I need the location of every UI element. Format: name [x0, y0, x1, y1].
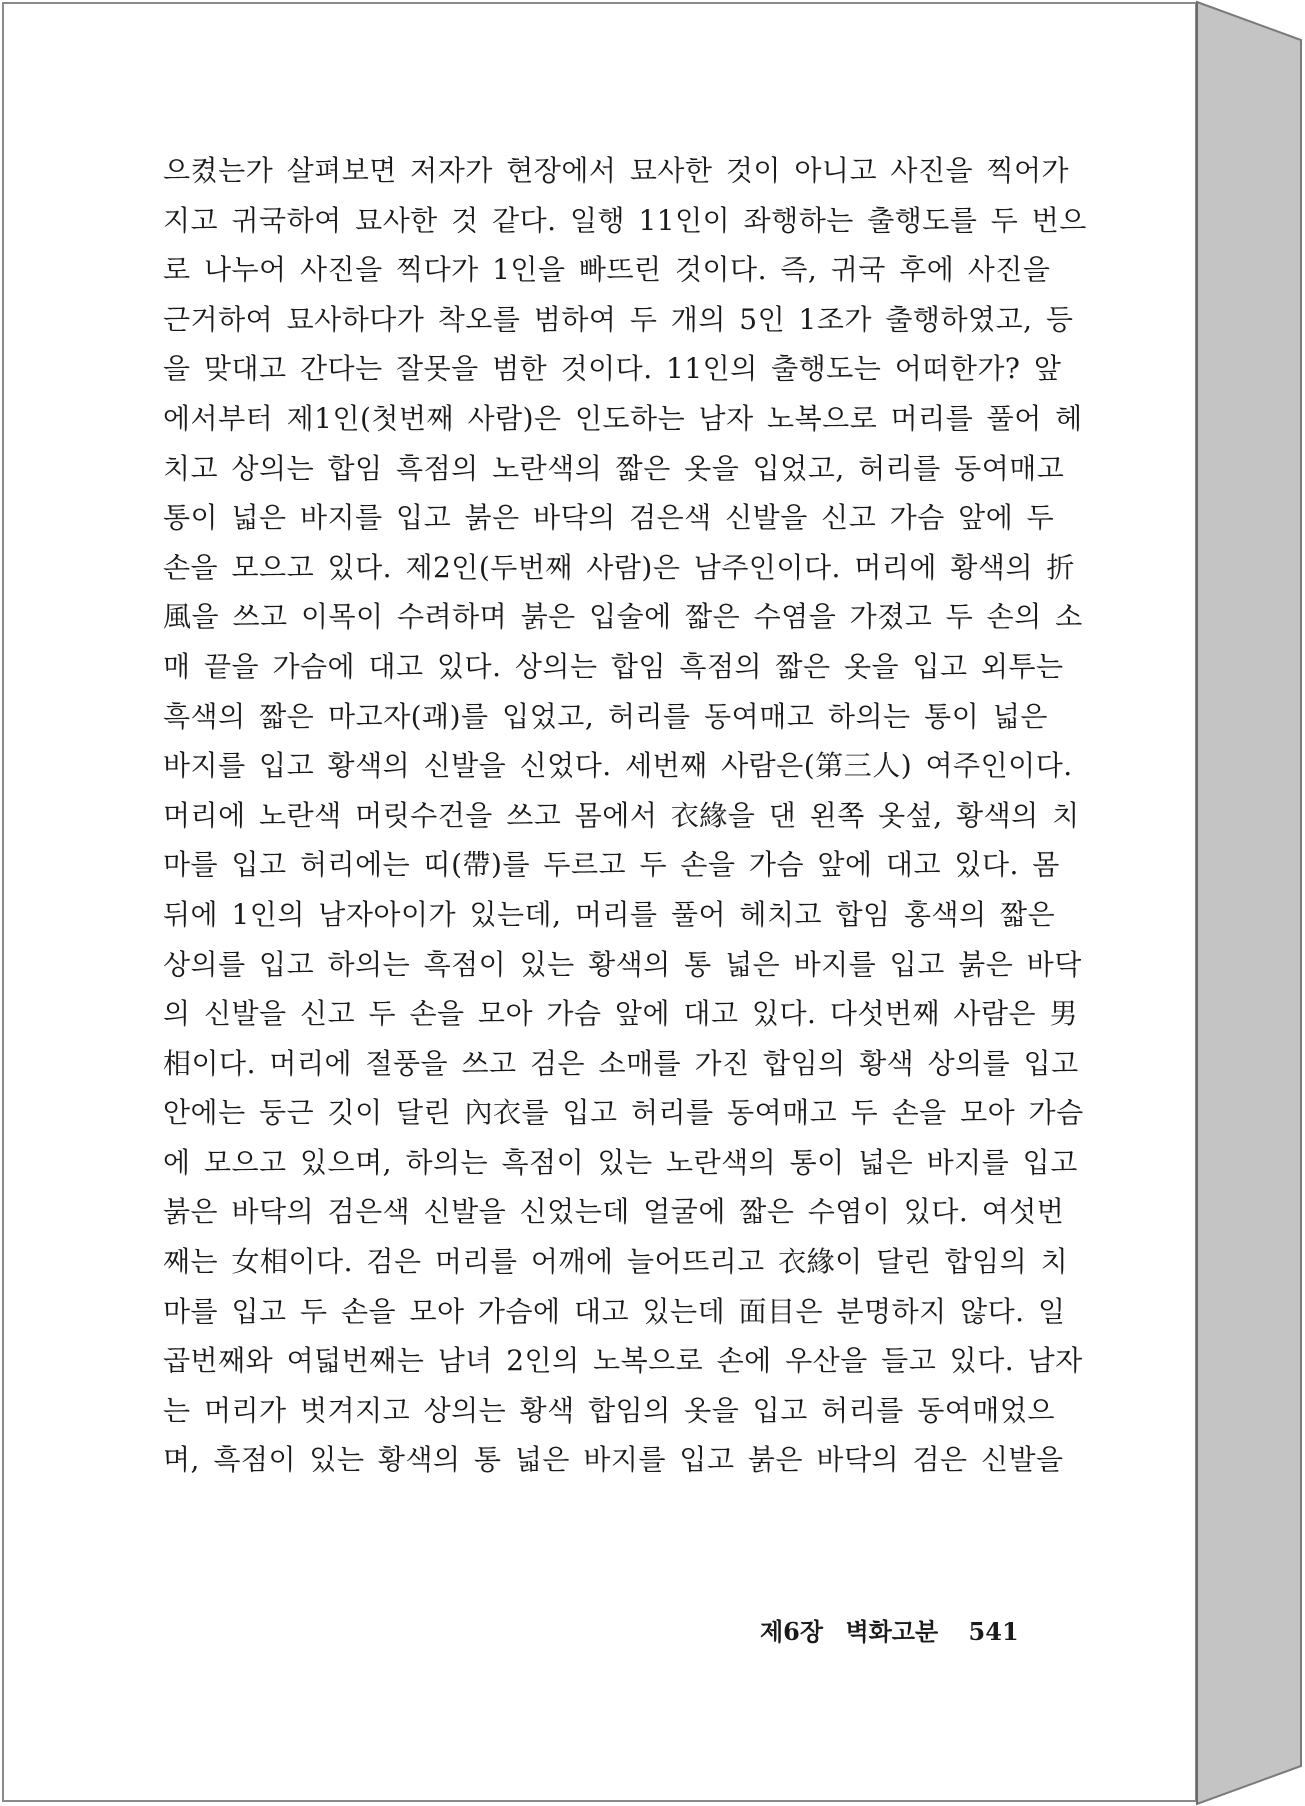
text-line: 에 모으고 있으며, 하의는 흑점이 있는 노란색의 통이 넓은 바지를 입고 [163, 1145, 1078, 1179]
chapter-label: 제6장 [760, 1617, 824, 1646]
text-line: 에서부터 제1인(첫번째 사람)은 인도하는 남자 노복으로 머리를 풀어 헤 [163, 401, 1083, 435]
text-line: 을 맞대고 간다는 잘못을 범한 것이다. 11인의 출행도는 어떠한가? 앞 [163, 352, 1062, 386]
text-line: 상의를 입고 하의는 흑점이 있는 황색의 통 넓은 바지를 입고 붉은 바닥 [163, 947, 1082, 981]
page-footer [760, 1612, 1030, 1648]
text-line: 相이다. 머리에 절풍을 쓰고 검은 소매를 가진 합임의 황색 상의를 입고 [163, 1046, 1079, 1080]
text-line: 지고 귀국하여 묘사한 것 같다. 일행 11인이 좌행하는 출행도를 두 번으 [163, 203, 1087, 237]
text-line: 는 머리가 벗겨지고 상의는 황색 합임의 옷을 입고 허리를 동여매었으 [163, 1393, 1055, 1427]
text-line: 근거하여 묘사하다가 착오를 범하여 두 개의 5인 1조가 출행하였고, 등 [163, 302, 1074, 336]
text-line: 로 나누어 사진을 찍다가 1인을 빠뜨린 것이다. 즉, 귀국 후에 사진을 [163, 253, 1051, 287]
text-line: 의 신발을 신고 두 손을 모아 가슴 앞에 대고 있다. 다섯번째 사람은 男 [163, 997, 1078, 1031]
text-line: 마를 입고 허리에는 띠(帶)를 두르고 두 손을 가슴 앞에 대고 있다. 몸 [163, 848, 1060, 882]
text-line: 통이 넓은 바지를 입고 붉은 바닥의 검은색 신발을 신고 가슴 앞에 두 [163, 501, 1055, 535]
text-line: 며, 흑점이 있는 황색의 통 넓은 바지를 입고 붉은 바닥의 검은 신발을 [163, 1443, 1064, 1477]
text-line: 바지를 입고 황색의 신발을 신었다. 세번째 사람은(第三人) 여주인이다. [163, 749, 1073, 783]
text-line: 손을 모으고 있다. 제2인(두번째 사람)은 남주인이다. 머리에 황색의 折 [163, 550, 1075, 584]
text-line: 風을 쓰고 이목이 수려하며 붉은 입술에 짧은 수염을 가졌고 두 손의 소 [163, 600, 1083, 634]
text-line: 마를 입고 두 손을 모아 가슴에 대고 있는데 面目은 분명하지 않다. 일 [163, 1294, 1066, 1328]
text-line: 머리에 노란색 머릿수건을 쓰고 몸에서 衣緣을 댄 왼쪽 옷섶, 황색의 치 [163, 798, 1080, 832]
text-line: 뒤에 1인의 남자아이가 있는데, 머리를 풀어 헤치고 합임 홍색의 짧은 [163, 897, 1056, 931]
page-number: 541 [968, 1617, 1019, 1646]
text-line: 째는 女相이다. 검은 머리를 어깨에 늘어뜨리고 衣緣이 달린 합임의 치 [163, 1245, 1069, 1279]
text-line: 안에는 둥근 깃이 달린 內衣를 입고 허리를 동여매고 두 손을 모아 가슴 [163, 1096, 1084, 1130]
chapter-title: 벽화고분 [845, 1617, 939, 1646]
text-line: 매 끝을 가슴에 대고 있다. 상의는 합임 흑점의 짧은 옷을 입고 외투는 [163, 649, 1064, 683]
text-line: 흑색의 짧은 마고자(괘)를 입었고, 허리를 동여매고 하의는 통이 넓은 [163, 699, 1048, 733]
text-line: 붉은 바닥의 검은색 신발을 신었는데 얼굴에 짧은 수염이 있다. 여섯번 [163, 1195, 1065, 1229]
text-line: 으켰는가 살펴보면 저자가 현장에서 묘사한 것이 아니고 사진을 찍어가 [163, 154, 1070, 187]
body-text [163, 146, 1087, 1485]
text-line: 곱번째와 여덟번째는 남녀 2인의 노복으로 손에 우산을 들고 있다. 남자 [163, 1344, 1083, 1378]
text-line: 치고 상의는 합임 흑점의 노란색의 짧은 옷을 입었고, 허리를 동여매고 [163, 451, 1065, 485]
